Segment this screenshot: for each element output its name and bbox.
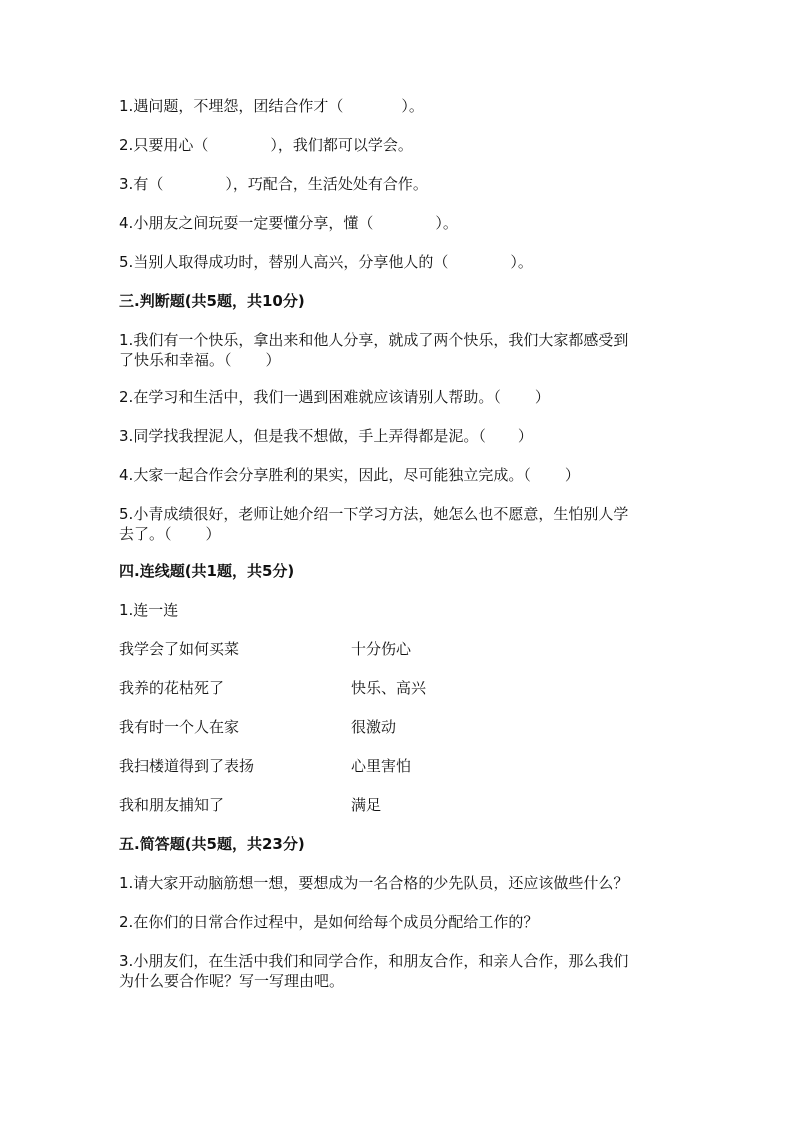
fill-in-item-1 [119,96,679,116]
short-answer-item-1 [119,873,679,893]
matching-right-item[interactable]: 心里害怕 [351,757,412,775]
item-number: 4. [119,466,134,484]
matching-row [119,795,679,815]
fill-in-item-3 [119,174,679,194]
judge-item-5 [119,504,679,544]
matching-right-item[interactable]: 十分伤心 [351,640,412,658]
item-text-after: ） [517,427,533,445]
item-text: 只要用心（ [133,136,209,154]
item-text: 当别人取得成功时，替别人高兴，分享他人的（ [133,253,449,271]
item-text: 我们有一个快乐，拿出来和他人分享，就成了两个快乐，我们大家都感受到 [133,331,629,349]
item-number: 4. [119,214,134,232]
matching-right-item[interactable]: 满足 [351,796,382,814]
worksheet-page [119,96,679,1008]
item-number: 2. [119,136,134,154]
item-text-after: ），我们都可以学会。 [270,136,413,154]
item-text: 请大家开动脑筋想一想，要想成为一名合格的少先队员，还应该做些什么？ [133,874,629,892]
item-text-after: ） [265,351,281,369]
matching-right-item[interactable]: 很激动 [351,718,397,736]
item-number: 1. [119,97,134,115]
section-5-title: 五.简答题(共5题，共23分) [119,835,305,853]
item-text: 在你们的日常合作过程中，是如何给每个成员分配给工作的？ [133,913,539,931]
matching-left-item[interactable]: 我扫楼道得到了表扬 [119,757,255,775]
matching-row [119,717,679,737]
item-text-after: ） [205,525,221,543]
matching-left-item[interactable]: 我养的花枯死了 [119,679,225,697]
item-text-after: ）。 [401,97,424,115]
judge-item-3 [119,426,679,446]
matching-row [119,756,679,776]
matching-row [119,678,679,698]
item-text: 在学习和生活中，我们一遇到困难就应该请别人帮助。（ [133,388,501,406]
item-text: 小青成绩很好，老师让她介绍一下学习方法，她怎么也不愿意，生怕别人学 [133,505,629,523]
item-text-after: ） [564,466,580,484]
item-number: 2. [119,913,134,931]
item-number: 3. [119,175,134,193]
item-number: 3. [119,427,134,445]
item-text: 大家一起合作会分享胜利的果实，因此，尽可能独立完成。（ [133,466,531,484]
item-text-after: ）。 [510,253,533,271]
item-text: 小朋友们，在生活中我们和同学合作，和朋友合作，和亲人合作，那么我们 [133,952,629,970]
item-number: 2. [119,388,134,406]
judge-item-2 [119,387,679,407]
matching-row [119,639,679,659]
section-4-title: 四.连线题(共1题，共5分) [119,562,295,580]
fill-in-item-5 [119,252,679,272]
matching-left-item[interactable]: 我学会了如何买菜 [119,640,240,658]
item-text-after: ），巧配合，生活处处有合作。 [225,175,428,193]
item-number: 5. [119,505,134,523]
fill-in-item-2 [119,135,679,155]
matching-left-item[interactable]: 我有时一个人在家 [119,718,240,736]
item-text-line2: 了快乐和幸福。（ [119,351,232,369]
item-number: 1. [119,874,134,892]
fill-in-item-4 [119,213,679,233]
short-answer-item-3 [119,951,679,991]
item-number: 3. [119,952,134,970]
short-answer-item-2 [119,912,679,932]
item-number: 5. [119,253,134,271]
matching-left-item[interactable]: 我和朋友捕知了 [119,796,225,814]
item-text-line2: 为什么要合作呢？写一写理由吧。 [119,972,345,990]
item-text: 有（ [133,175,164,193]
item-text-line2: 去了。（ [119,525,172,543]
item-text-after: ）。 [435,214,458,232]
matching-prompt: 1.连一连 [119,601,179,619]
item-number: 1. [119,331,134,349]
item-text: 遇问题，不埋怨，团结合作才（ [133,97,344,115]
item-text: 同学找我捏泥人，但是我不想做，手上弄得都是泥。（ [133,427,486,445]
item-text: 小朋友之间玩耍一定要懂分享，懂（ [133,214,374,232]
judge-item-1 [119,330,679,370]
judge-item-4 [119,465,679,485]
matching-right-item[interactable]: 快乐、高兴 [351,679,427,697]
section-3-title: 三.判断题(共5题，共10分) [119,292,305,310]
item-text-after: ） [534,388,550,406]
